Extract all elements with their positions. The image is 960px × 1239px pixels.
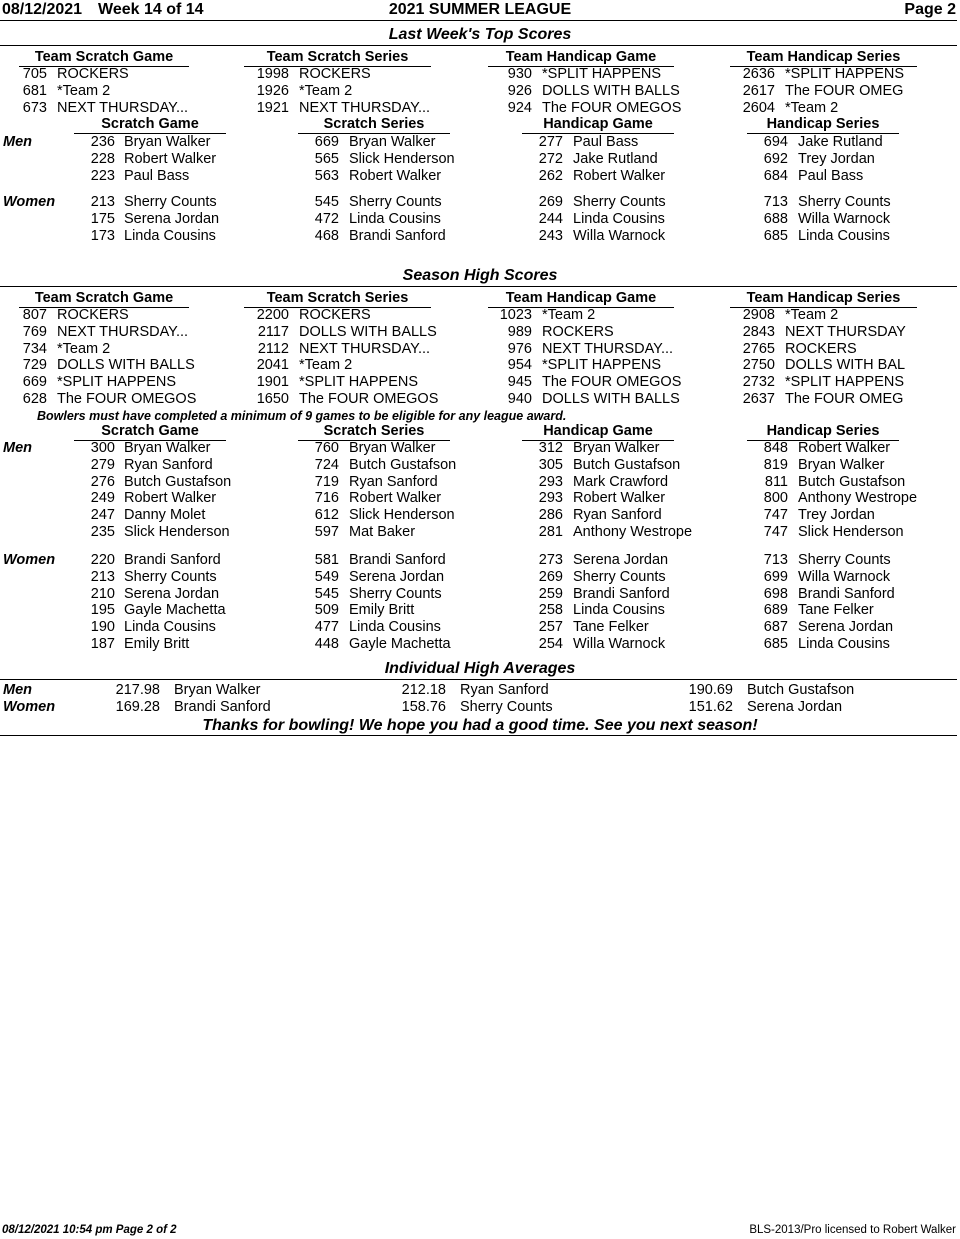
team-column-header: Team Handicap Series	[730, 290, 917, 308]
footer-license: BLS-2013/Pro licensed to Robert Walker	[749, 1224, 956, 1236]
bowler-name: Emily Britt	[124, 636, 190, 652]
average-value: 190.69	[688, 682, 733, 698]
bowler-name: Ryan Sanford	[124, 456, 213, 473]
team-score: 1921	[256, 99, 289, 116]
bowler-name: Paul Bass	[573, 134, 639, 150]
bowler-score: 684	[763, 167, 788, 184]
men-label: Men	[3, 134, 32, 150]
team-name: ROCKERS	[299, 307, 371, 323]
bowler-score: 581	[314, 552, 339, 568]
individual-column-header: Scratch Game	[74, 116, 226, 134]
bowler-score: 262	[538, 167, 563, 184]
bowler-name: Anthony Westrope	[573, 524, 693, 540]
team-score: 2637	[742, 391, 775, 407]
bowler-score: 724	[314, 456, 339, 473]
team-column-header: Team Scratch Series	[244, 290, 431, 308]
week-label: Week 14 of 14	[98, 1, 204, 18]
team-name: NEXT THURSDAY...	[299, 99, 431, 116]
averages-title: Individual High Averages	[384, 660, 576, 677]
bowler-score: 545	[314, 585, 339, 602]
team-score: 976	[507, 340, 532, 357]
team-name: ROCKERS	[299, 66, 371, 82]
closing-rule	[0, 735, 957, 736]
bowler-score: 243	[538, 227, 563, 244]
team-column-header: Team Scratch Game	[19, 49, 189, 67]
team-name: DOLLS WITH BALLS	[542, 391, 680, 407]
bowler-name: Slick Henderson	[798, 524, 904, 540]
bowler-score: 612	[314, 507, 339, 524]
bowler-name: Linda Cousins	[124, 227, 216, 244]
bowler-score: 293	[538, 473, 563, 490]
team-name: ROCKERS	[785, 340, 857, 357]
average-value: 169.28	[115, 699, 160, 715]
women-label: Women	[3, 552, 56, 568]
team-score: 1023	[499, 307, 532, 323]
bowler-name: Serena Jordan	[573, 552, 669, 568]
bowler-score: 448	[314, 636, 339, 652]
women-label: Women	[3, 194, 56, 210]
bowler-name: Slick Henderson	[349, 507, 455, 524]
team-name: DOLLS WITH BALLS	[299, 323, 437, 340]
bowler-name: Mark Crawford	[573, 473, 669, 490]
bowler-score: 244	[538, 210, 563, 227]
bowler-name: Linda Cousins	[573, 602, 665, 619]
bowler-score: 213	[90, 568, 115, 585]
bowler-score: 692	[763, 150, 788, 167]
bowler-score: 694	[763, 134, 788, 150]
bowler-name: Willa Warnock	[573, 227, 666, 244]
bowler-score: 800	[763, 490, 788, 507]
bowler-score: 688	[763, 210, 788, 227]
bowler-score: 173	[90, 227, 115, 244]
bowler-score: 549	[314, 568, 339, 585]
team-name: NEXT THURSDAY...	[57, 99, 189, 116]
bowler-name: Linda Cousins	[349, 210, 441, 227]
bowler-name: Serena Jordan	[349, 568, 445, 585]
bowler-name: Jake Rutland	[573, 150, 658, 167]
bowler-name: Willa Warnock	[798, 568, 891, 585]
bowler-name: Butch Gustafson	[349, 456, 457, 473]
bowler-score: 477	[314, 619, 339, 636]
bowler-name: Serena Jordan	[124, 210, 220, 227]
bowler-score: 228	[90, 150, 115, 167]
team-score: 989	[507, 323, 532, 340]
team-score: 2117	[257, 323, 289, 340]
bowler-score: 719	[314, 473, 339, 490]
individual-column-header: Handicap Game	[522, 116, 674, 134]
team-name: The FOUR OMEGOS	[57, 391, 197, 407]
team-column-header: Team Handicap Game	[488, 290, 674, 308]
team-score: 1901	[256, 374, 289, 391]
bowler-score: 223	[90, 167, 115, 184]
bowler-score: 747	[763, 524, 788, 540]
team-name: DOLLS WITH BAL	[785, 357, 906, 374]
bowler-score: 689	[763, 602, 788, 619]
bowler-score: 716	[314, 490, 339, 507]
team-column-header: Team Handicap Series	[730, 49, 917, 67]
report-date: 08/12/2021	[2, 1, 83, 18]
bowler-score: 760	[314, 440, 339, 456]
bowler-name: Sherry Counts	[349, 585, 442, 602]
bowler-score: 175	[90, 210, 115, 227]
bowler-name: Serena Jordan	[798, 619, 894, 636]
bowler-name: Linda Cousins	[573, 210, 665, 227]
bowler-name: Tane Felker	[573, 619, 649, 636]
bowler-score: 258	[538, 602, 563, 619]
average-bowler-name: Sherry Counts	[460, 699, 553, 715]
team-name: *Team 2	[785, 99, 839, 116]
individual-column-header: Scratch Game	[74, 423, 226, 441]
bowler-name: Slick Henderson	[349, 150, 455, 167]
average-bowler-name: Serena Jordan	[747, 699, 843, 715]
bowler-name: Sherry Counts	[798, 194, 891, 210]
bowler-score: 281	[538, 524, 563, 540]
bowler-name: Robert Walker	[573, 490, 666, 507]
bowler-name: Gayle Machetta	[124, 602, 226, 619]
bowler-score: 848	[763, 440, 788, 456]
bowler-name: Sherry Counts	[124, 568, 217, 585]
bowler-score: 699	[763, 568, 788, 585]
bowler-name: Ryan Sanford	[573, 507, 662, 524]
bowler-name: Sherry Counts	[573, 568, 666, 585]
bowler-name: Bryan Walker	[573, 440, 660, 456]
bowler-score: 563	[314, 167, 339, 184]
bowler-score: 713	[763, 194, 788, 210]
bowler-score: 293	[538, 490, 563, 507]
bowler-name: Robert Walker	[798, 440, 891, 456]
team-score: 930	[507, 66, 532, 82]
team-name: The FOUR OMEGOS	[542, 374, 682, 391]
team-name: *Team 2	[299, 357, 353, 374]
bowler-name: Paul Bass	[124, 167, 190, 184]
bowler-score: 468	[314, 227, 339, 244]
team-name: NEXT THURSDAY...	[299, 340, 431, 357]
individual-column-header: Handicap Game	[522, 423, 674, 441]
bowler-name: Brandi Sanford	[124, 552, 221, 568]
team-name: NEXT THURSDAY...	[542, 340, 674, 357]
team-name: *SPLIT HAPPENS	[785, 374, 905, 391]
bowler-score: 220	[90, 552, 115, 568]
bowler-score: 269	[538, 194, 563, 210]
team-name: ROCKERS	[57, 66, 129, 82]
team-name: *Team 2	[57, 340, 111, 357]
average-bowler-name: Bryan Walker	[174, 682, 261, 698]
team-score: 734	[22, 340, 47, 357]
bowler-name: Linda Cousins	[124, 619, 216, 636]
bowler-name: Brandi Sanford	[349, 227, 446, 244]
team-score: 924	[507, 99, 532, 116]
bowler-name: Robert Walker	[573, 167, 666, 184]
bowler-score: 279	[90, 456, 115, 473]
section-title: Season High Scores	[402, 267, 558, 284]
team-score: 954	[507, 357, 532, 374]
bowler-score: 565	[314, 150, 339, 167]
bowler-name: Bryan Walker	[349, 134, 436, 150]
averages-row-label: Men	[3, 682, 32, 698]
bowler-score: 247	[90, 507, 115, 524]
team-score: 673	[22, 99, 47, 116]
team-name: *SPLIT HAPPENS	[542, 66, 662, 82]
bowler-score: 259	[538, 585, 563, 602]
team-score: 2604	[742, 99, 775, 116]
bowler-name: Sherry Counts	[349, 194, 442, 210]
team-column-header: Team Scratch Game	[19, 290, 189, 308]
team-name: NEXT THURSDAY...	[57, 323, 189, 340]
bowler-name: Danny Molet	[124, 507, 206, 524]
bowler-score: 713	[763, 552, 788, 568]
bowler-name: Serena Jordan	[124, 585, 220, 602]
team-name: *Team 2	[542, 307, 596, 323]
bowler-name: Butch Gustafson	[798, 473, 906, 490]
bowler-score: 811	[764, 473, 788, 490]
individual-column-header: Scratch Series	[298, 116, 450, 134]
bowler-score: 257	[538, 619, 563, 636]
team-score: 2200	[256, 307, 289, 323]
team-score: 2750	[742, 357, 775, 374]
section-title: Last Week's Top Scores	[388, 26, 572, 43]
bowler-name: Emily Britt	[349, 602, 415, 619]
team-name: ROCKERS	[57, 307, 129, 323]
team-score: 669	[22, 374, 47, 391]
bowler-name: Sherry Counts	[798, 552, 891, 568]
bowler-name: Slick Henderson	[124, 524, 230, 540]
bowler-score: 235	[90, 524, 115, 540]
bowler-score: 305	[538, 456, 563, 473]
bowler-name: Brandi Sanford	[349, 552, 446, 568]
team-score: 2843	[742, 323, 775, 340]
bowler-name: Linda Cousins	[798, 227, 890, 244]
bowler-score: 269	[538, 568, 563, 585]
team-name: *SPLIT HAPPENS	[785, 66, 905, 82]
team-name: The FOUR OMEGOS	[299, 391, 439, 407]
team-name: DOLLS WITH BALLS	[57, 357, 195, 374]
bowler-score: 300	[90, 440, 115, 456]
average-value: 212.18	[401, 682, 446, 698]
eligibility-note: Bowlers must have completed a minimum of 9 games to be eligible for any league award.	[37, 409, 567, 423]
team-score: 926	[507, 82, 532, 99]
team-name: *SPLIT HAPPENS	[299, 374, 419, 391]
bowler-name: Robert Walker	[349, 490, 442, 507]
team-name: *Team 2	[785, 307, 839, 323]
bowler-score: 669	[314, 134, 339, 150]
team-score: 2112	[257, 340, 289, 357]
team-score: 945	[507, 374, 532, 391]
bowler-score: 277	[538, 134, 563, 150]
bowler-score: 685	[763, 636, 788, 652]
team-score: 2765	[742, 340, 775, 357]
bowler-score: 312	[538, 440, 563, 456]
team-score: 2908	[742, 307, 775, 323]
bowler-name: Robert Walker	[124, 490, 217, 507]
bowler-name: Brandi Sanford	[573, 585, 670, 602]
averages-rule	[0, 679, 957, 680]
team-score: 681	[22, 82, 47, 99]
team-score: 2636	[742, 66, 775, 82]
league-title: 2021 SUMMER LEAGUE	[388, 1, 572, 18]
men-label: Men	[3, 440, 32, 456]
bowler-score: 190	[90, 619, 115, 636]
bowler-score: 472	[314, 210, 339, 227]
bowler-name: Butch Gustafson	[573, 456, 681, 473]
bowler-score: 698	[763, 585, 788, 602]
team-column-header: Team Handicap Game	[488, 49, 674, 67]
bowler-score: 254	[538, 636, 563, 652]
bowler-score: 272	[538, 150, 563, 167]
bowler-name: Ryan Sanford	[349, 473, 438, 490]
bowler-name: Trey Jordan	[798, 507, 875, 524]
bowler-name: Linda Cousins	[349, 619, 441, 636]
team-name: DOLLS WITH BALLS	[542, 82, 680, 99]
header-rule	[0, 20, 957, 21]
average-value: 151.62	[688, 699, 733, 715]
bowler-score: 195	[90, 602, 115, 619]
bowler-name: Anthony Westrope	[798, 490, 918, 507]
team-name: The FOUR OMEG	[785, 82, 904, 99]
team-score: 940	[507, 391, 532, 407]
bowler-score: 276	[90, 473, 115, 490]
team-name: The FOUR OMEGOS	[542, 99, 682, 116]
individual-column-header: Scratch Series	[298, 423, 450, 441]
bowler-name: Bryan Walker	[349, 440, 436, 456]
team-score: 705	[22, 66, 47, 82]
team-score: 769	[22, 323, 47, 340]
bowler-name: Willa Warnock	[798, 210, 891, 227]
bowler-name: Trey Jordan	[798, 150, 875, 167]
bowler-name: Sherry Counts	[573, 194, 666, 210]
bowler-name: Brandi Sanford	[798, 585, 895, 602]
thanks-message: Thanks for bowling! We hope you had a good time. See you next season!	[202, 717, 758, 734]
team-score: 2617	[742, 82, 775, 99]
bowler-score: 286	[538, 507, 563, 524]
team-score: 1650	[256, 391, 289, 407]
bowler-score: 545	[314, 194, 339, 210]
bowler-name: Tane Felker	[798, 602, 874, 619]
team-name: The FOUR OMEG	[785, 391, 904, 407]
bowler-name: Robert Walker	[124, 150, 217, 167]
bowler-name: Mat Baker	[349, 524, 416, 540]
section-rule	[0, 45, 957, 46]
bowler-name: Butch Gustafson	[124, 473, 232, 490]
bowler-name: Paul Bass	[798, 167, 864, 184]
average-bowler-name: Brandi Sanford	[174, 699, 271, 715]
bowler-name: Willa Warnock	[573, 636, 666, 652]
bowler-score: 819	[763, 456, 788, 473]
bowler-score: 685	[763, 227, 788, 244]
bowler-score: 747	[763, 507, 788, 524]
team-score: 1926	[256, 82, 289, 99]
average-bowler-name: Butch Gustafson	[747, 682, 855, 698]
team-name: NEXT THURSDAY	[785, 323, 906, 340]
bowler-score: 249	[90, 490, 115, 507]
bowler-score: 687	[763, 619, 788, 636]
team-score: 2041	[256, 357, 289, 374]
team-score: 2732	[742, 374, 775, 391]
bowler-score: 236	[90, 134, 115, 150]
team-column-header: Team Scratch Series	[244, 49, 431, 67]
individual-column-header: Handicap Series	[747, 423, 899, 441]
bowler-name: Linda Cousins	[798, 636, 890, 652]
page-label: Page 2	[904, 1, 956, 18]
team-score: 1998	[256, 66, 289, 82]
averages-row-label: Women	[3, 699, 56, 715]
bowler-score: 273	[538, 552, 563, 568]
footer-timestamp: 08/12/2021 10:54 pm Page 2 of 2	[2, 1224, 177, 1236]
individual-column-header: Handicap Series	[747, 116, 899, 134]
team-score: 628	[22, 391, 47, 407]
bowler-score: 210	[90, 585, 115, 602]
average-bowler-name: Ryan Sanford	[460, 682, 549, 698]
team-score: 729	[22, 357, 47, 374]
bowler-name: Bryan Walker	[798, 456, 885, 473]
bowler-name: Bryan Walker	[124, 134, 211, 150]
bowler-name: Bryan Walker	[124, 440, 211, 456]
bowler-score: 213	[90, 194, 115, 210]
section-rule	[0, 286, 957, 287]
bowler-name: Robert Walker	[349, 167, 442, 184]
bowler-score: 597	[314, 524, 339, 540]
average-value: 217.98	[115, 682, 160, 698]
bowler-name: Jake Rutland	[798, 134, 883, 150]
bowler-name: Gayle Machetta	[349, 636, 451, 652]
team-name: *SPLIT HAPPENS	[57, 374, 177, 391]
team-name: ROCKERS	[542, 323, 614, 340]
team-score: 807	[22, 307, 47, 323]
bowler-score: 187	[90, 636, 115, 652]
team-name: *Team 2	[57, 82, 111, 99]
average-value: 158.76	[401, 699, 446, 715]
bowler-name: Sherry Counts	[124, 194, 217, 210]
team-name: *SPLIT HAPPENS	[542, 357, 662, 374]
bowler-score: 509	[314, 602, 339, 619]
team-name: *Team 2	[299, 82, 353, 99]
